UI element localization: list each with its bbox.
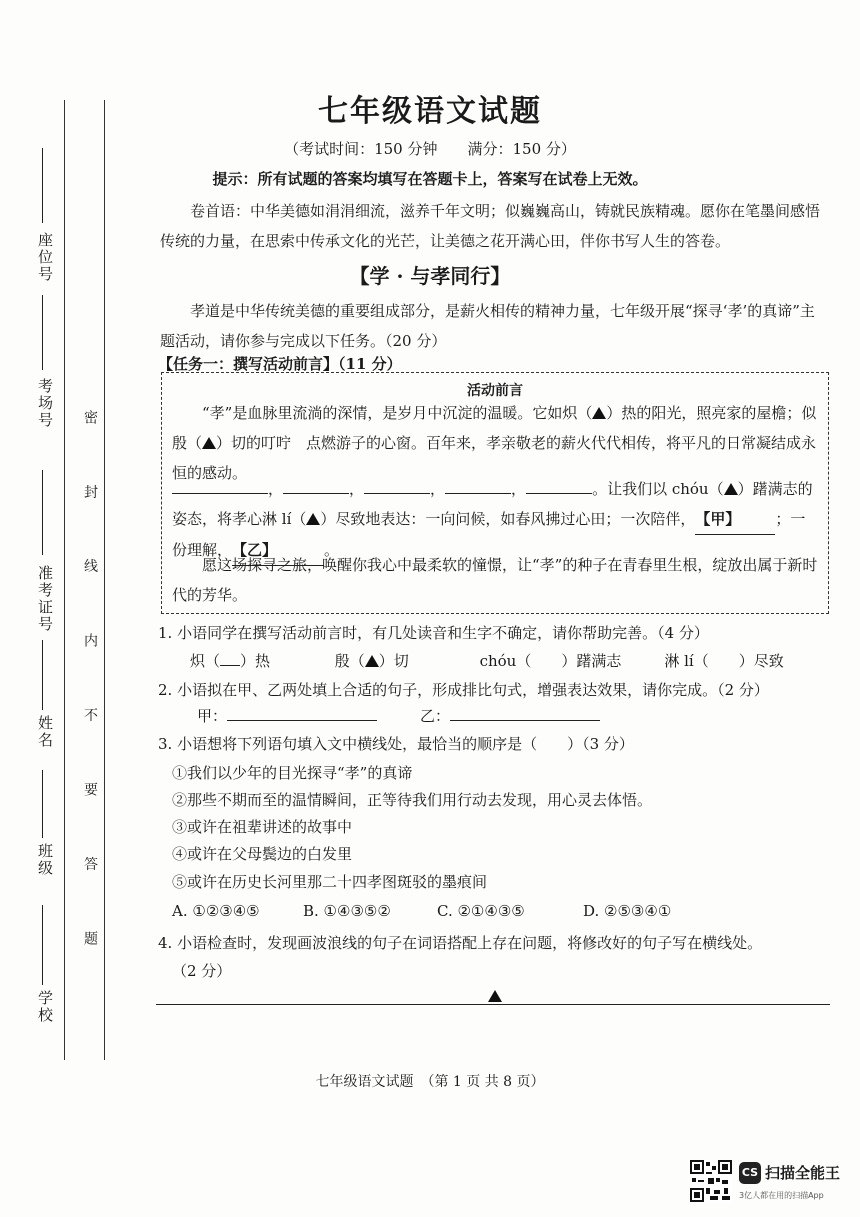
answer-triangle-icon xyxy=(488,990,502,1002)
question-2: 2. 小语拟在甲、乙两处填上合适的句子，形成排比句式，增强表达效果，请你完成。（2 分） xyxy=(158,681,769,699)
qr-code-icon xyxy=(690,1160,732,1202)
preface: 卷首语：中华美德如涓涓细流，滋养千年文明；似巍巍高山，铸就民族精魂。愿你在笔墨间感悟传统的力量，在思索中传承文化的光芒，让美德之花开满心田，伴你书写人生的答卷。 xyxy=(160,202,821,250)
question-1: 1. 小语同学在撰写活动前言时，有几处读音和生字不确定，请你帮助完善。（4 分） xyxy=(158,624,709,642)
q3-option-b: B. ①④③⑤② xyxy=(303,902,391,920)
q3-item-2: ②那些不期而至的温情瞬间，正等待我们用行动去发现，用心灵去体悟。 xyxy=(172,791,653,809)
q3-item-3: ③或许在祖辈讲述的故事中 xyxy=(172,818,353,836)
exam-info: （考试时间：150 分钟 满分：150 分） xyxy=(284,140,576,158)
q1-item-2-prefix: 殷（ xyxy=(334,652,365,670)
fill-blank-4[interactable] xyxy=(445,493,511,494)
name-label: 姓名 xyxy=(36,715,54,749)
answer-triangle-icon xyxy=(724,483,738,495)
school-blank[interactable] xyxy=(42,905,43,985)
q2-yi-blank[interactable] xyxy=(450,720,600,721)
section-intro: 孝道是中华传统美德的重要组成部分，是薪火相传的精神力量，七年级开展“探寻‘孝’的真谛”主题活动，请你参与完成以下任务。（20 分） xyxy=(160,302,815,350)
school-label: 学校 xyxy=(36,990,54,1024)
jia-blank[interactable] xyxy=(695,504,775,535)
question-4: 4. 小语检查时，发现画波浪线的句子在词语搭配上存在问题，将修改好的句子写在横线处。 xyxy=(158,934,763,952)
fill-blank-5[interactable] xyxy=(526,493,592,494)
question-3: 3. 小语想将下列语句填入文中横线处，最恰当的顺序是（ ）（3 分） xyxy=(158,735,634,753)
answer-triangle-icon xyxy=(306,513,320,525)
jia-marker: 【甲】 xyxy=(695,510,741,528)
box-p1-part-b: ）热的阳光，照亮家的屋檐；似殷（ xyxy=(172,404,817,452)
exam-room-blank[interactable] xyxy=(42,295,43,370)
binding-line-outer xyxy=(64,100,65,1060)
q1-item-1 xyxy=(190,650,330,671)
ticket-blank[interactable] xyxy=(42,470,43,555)
camscanner-logo-icon: CS xyxy=(739,1162,761,1184)
fill-blank-1[interactable] xyxy=(172,493,268,494)
box-p2-part-c: ）尽致地表达：一向问候，如春风拂过心田；一次陪伴， xyxy=(320,510,696,528)
fill-blank-2[interactable] xyxy=(283,493,349,494)
task-heading: 【任务一：撰写活动前言】（11 分） xyxy=(158,355,402,373)
seal-notice: 密 封 线 内 不 要 答 题 xyxy=(82,410,98,974)
answer-triangle-icon xyxy=(365,655,379,667)
name-blank[interactable] xyxy=(42,640,43,710)
scanner-tagline: 3亿人都在用的扫描App xyxy=(739,1191,824,1200)
q1-item-1-prefix: 炽（ xyxy=(190,652,221,670)
exam-tip: 提示：所有试题的答案均填写在答题卡上，答案写在试卷上无效。 xyxy=(212,170,648,188)
box-p2-part-b: ）躇满志的姿态，将孝心淋 lí（ xyxy=(172,480,813,528)
q1-item-2-suffix: ）切 xyxy=(378,652,409,670)
binding-line-inner xyxy=(104,100,105,1060)
box-title: 活动前言 xyxy=(467,383,523,399)
q4-answer-line[interactable] xyxy=(156,1004,830,1005)
q2-yi-label: 乙： xyxy=(420,707,451,725)
q1-item-4: 淋 lí（ ）尽致 xyxy=(664,652,784,670)
exam-room-label: 考场号 xyxy=(36,378,54,429)
q2-jia-blank[interactable] xyxy=(227,720,377,721)
q3-item-1: ①我们以少年的目光探寻“孝”的真谛 xyxy=(172,764,413,782)
q3-option-c: C. ②①④③⑤ xyxy=(437,902,525,920)
q2-jia-label: 甲： xyxy=(197,707,228,725)
box-p2-part-d: ；一份理解， xyxy=(172,510,806,559)
box-paragraph-2: ， ， ， ， 。让我们以 chóu（ ）躇满志的姿态，将孝心淋 lí（ ）尽致地表达：一向问候，如春风拂过心田；一次陪伴，【甲】 ；一份理解，【乙】 。 xyxy=(172,474,820,566)
ticket-label: 准考证号 xyxy=(36,565,54,633)
q1-item-2 xyxy=(335,650,475,671)
q3-item-4: ④或许在父母鬓边的白发里 xyxy=(172,845,353,863)
fill-blank-3[interactable] xyxy=(364,493,430,494)
yi-marker: 【乙】 xyxy=(232,541,278,559)
answer-triangle-icon xyxy=(202,437,216,449)
page-footer: 七年级语文试题 （第 1 页 共 8 页） xyxy=(315,1074,545,1090)
q2-answer-jia xyxy=(197,705,377,726)
box-p1-part-a: “孝”是血脉里流淌的深情，是岁月中沉淀的温暖。它如炽（ xyxy=(202,404,593,422)
page-title: 七年级语文试题 xyxy=(318,94,542,129)
box-paragraph-3: 愿这场探寻之旅，唤醒你我心中最柔软的憧憬，让“孝”的种子在青春里生根，绽放出属于新时代的芳华。 xyxy=(172,556,818,604)
q2-answer-yi xyxy=(420,705,600,726)
box-p1-part-d: 百年来，孝亲敬老的薪火代代相传，将平凡的日常凝结成永恒的感动。 xyxy=(172,434,817,482)
class-blank[interactable] xyxy=(42,770,43,838)
q1-item-1-suffix: ）热 xyxy=(240,652,271,670)
box-p1-part-c: ）切的叮咛 点燃游子的心窗。 xyxy=(216,434,427,452)
class-label: 班级 xyxy=(36,843,54,877)
seat-label: 座位号 xyxy=(36,232,54,283)
q1-answers xyxy=(190,650,810,671)
box-p2-part-a: 。让我们以 chóu（ xyxy=(592,480,724,498)
q3-item-5: ⑤或许在历史长河里那二十四孝图斑驳的墨痕间 xyxy=(172,873,488,891)
q4-score: （2 分） xyxy=(172,962,232,980)
q1-blank-1[interactable] xyxy=(220,665,240,666)
section-title: 【学 · 与孝同行】 xyxy=(349,264,511,288)
q3-option-d: D. ②⑤③④① xyxy=(583,902,672,920)
scanner-brand: 扫描全能王 xyxy=(765,1164,841,1182)
q1-item-3: chóu（ ）躇满志 xyxy=(479,652,622,670)
q3-option-a: A. ①②③④⑤ xyxy=(172,902,260,920)
answer-triangle-icon xyxy=(592,407,606,419)
